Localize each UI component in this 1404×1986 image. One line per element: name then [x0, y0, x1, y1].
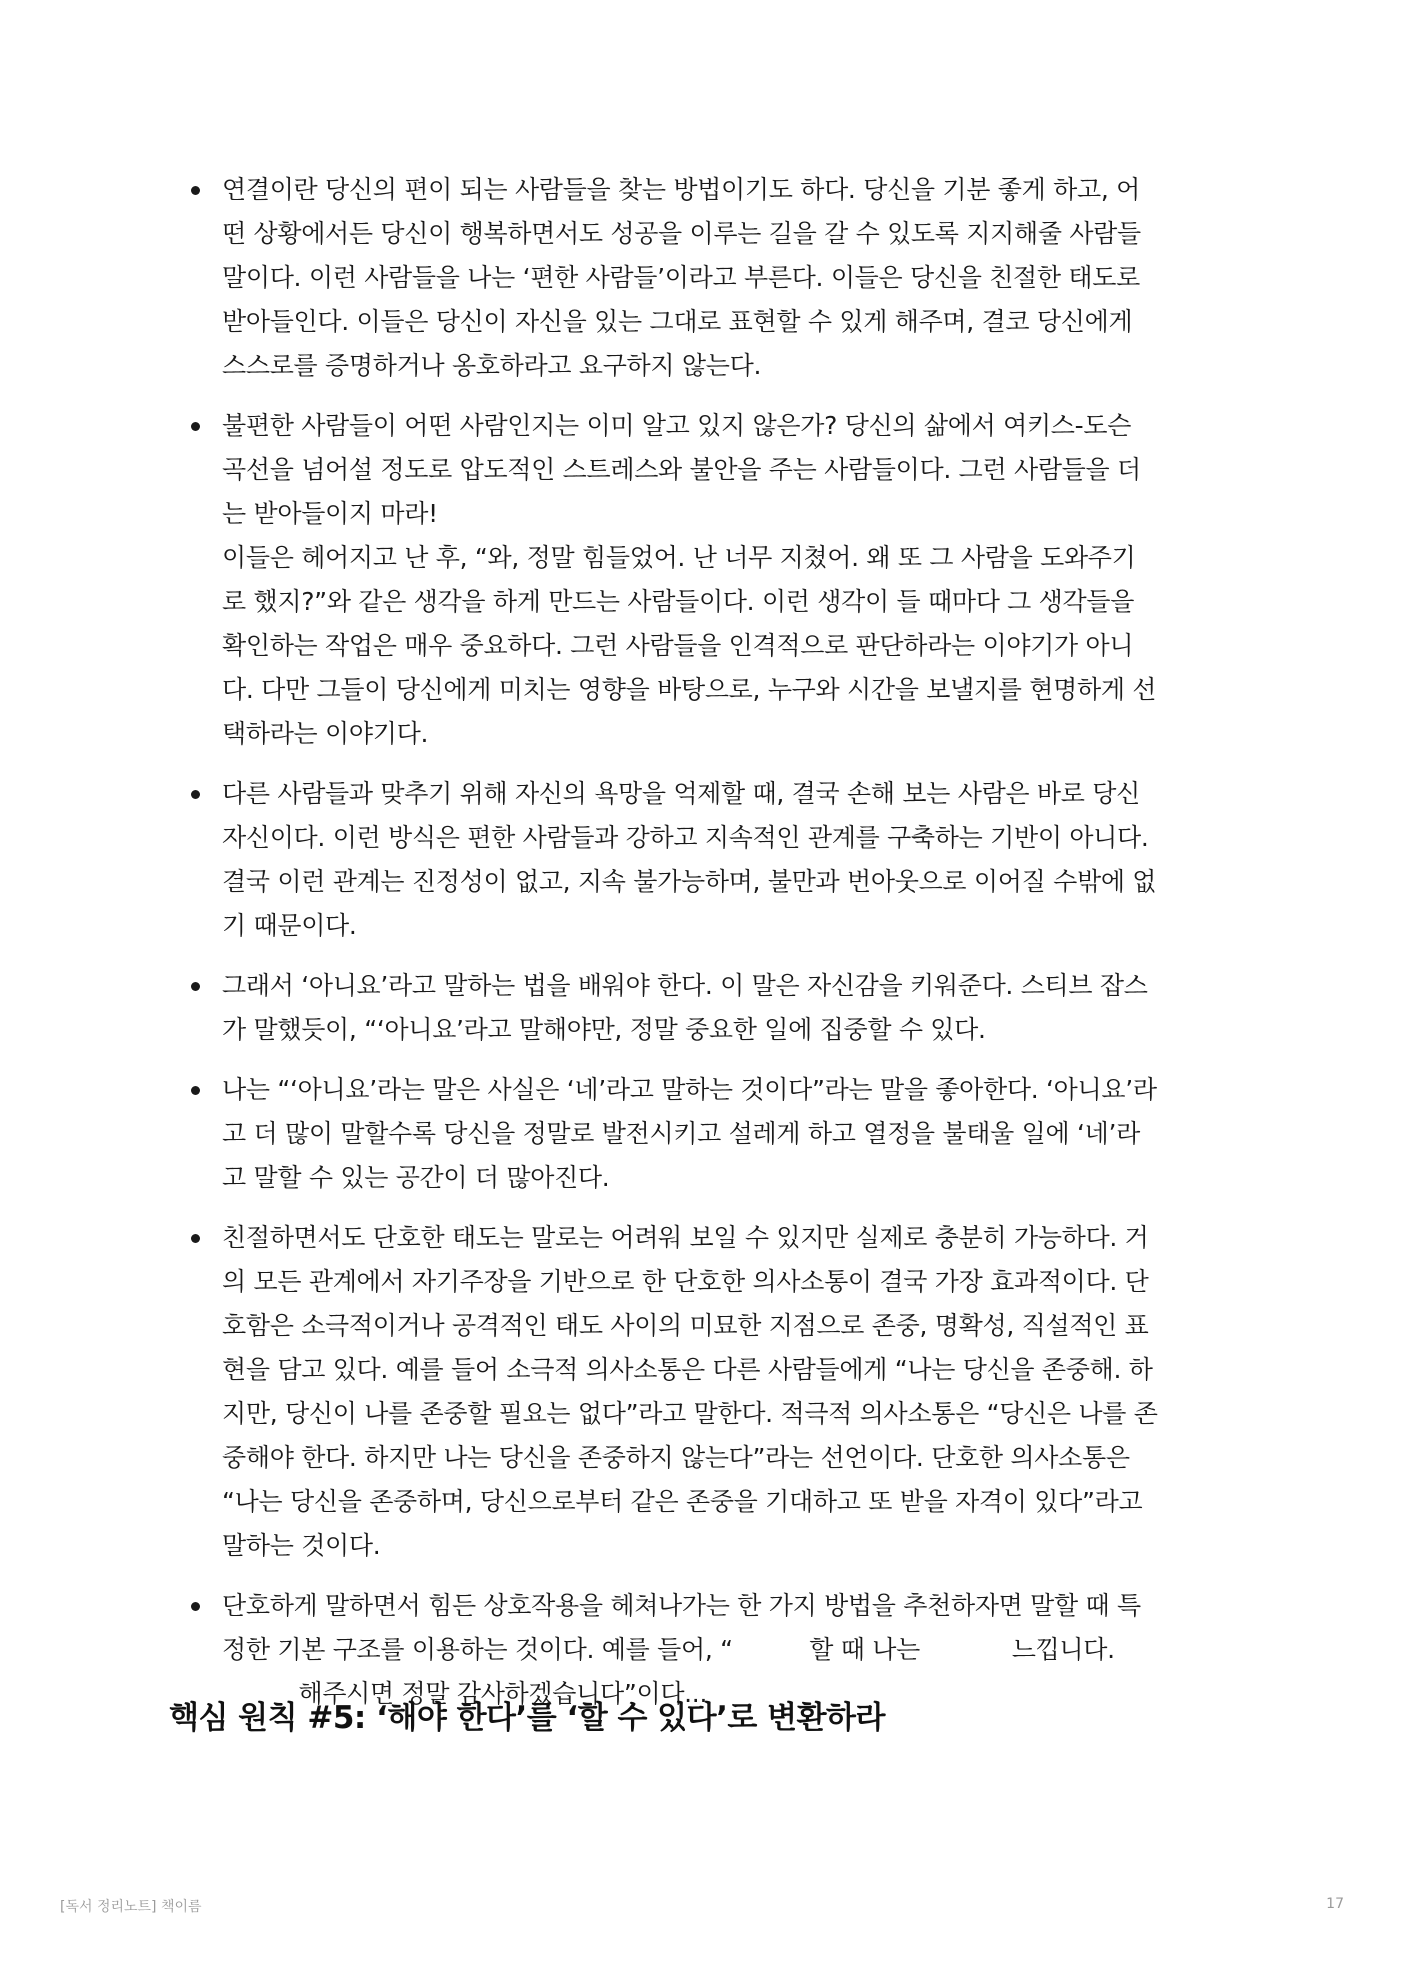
text-line: 이들은 헤어지고 난 후, “와, 정말 힘들었어. 난 너무 지쳤어. 왜 또 그 사람을 도와주기: [222, 543, 1136, 572]
list-item: [222, 964, 1242, 1052]
text-line: 는 받아들이지 마라!: [222, 499, 438, 528]
list-item: [222, 1068, 1242, 1200]
text-line: 기 때문이다.: [222, 911, 357, 940]
text-line: 가 말했듯이, “‘아니요’라고 말해야만, 정말 중요한 일에 집중할 수 있다.: [222, 1015, 986, 1044]
bullet-icon: [191, 422, 200, 431]
text-line: 불편한 사람들이 어떤 사람인지는 이미 알고 있지 않은가? 당신의 삶에서 여키스-도슨: [222, 411, 1132, 440]
bullet-icon: [191, 1234, 200, 1243]
bullet-icon: [191, 1086, 200, 1095]
text-line: 받아들인다. 이들은 당신이 자신을 있는 그대로 표현할 수 있게 해주며, 결코 당신에게: [222, 307, 1133, 336]
bullet-list: [0, 168, 1404, 1716]
bullet-icon: [191, 186, 200, 195]
text-line: 고 말할 수 있는 공간이 더 많아진다.: [222, 1163, 610, 1192]
page-number: 17: [1326, 1896, 1344, 1912]
footer-book-title: [독서 정리노트] 책이름: [60, 1899, 202, 1915]
text-line: 스스로를 증명하거나 옹호하라고 요구하지 않는다.: [222, 351, 762, 380]
text-line: 중해야 한다. 하지만 나는 당신을 존중하지 않는다”라는 선언이다. 단호한 의사소통은: [222, 1443, 1130, 1472]
text-line: 다. 다만 그들이 당신에게 미치는 영향을 바탕으로, 누구와 시간을 보낼지를 현명하게 선: [222, 675, 1157, 704]
text-line: 정한 기본 구조를 이용하는 것이다. 예를 들어, “ 할 때 나는 느낍니다.: [222, 1635, 1115, 1664]
list-item: [222, 772, 1242, 948]
text-line: “나는 당신을 존중하며, 당신으로부터 같은 존중을 기대하고 또 받을 자격이 있다”라고: [222, 1487, 1143, 1516]
text-line: 단호하게 말하면서 힘든 상호작용을 헤쳐나가는 한 가지 방법을 추천하자면 말할 때 특: [222, 1591, 1141, 1620]
text-line: 떤 상황에서든 당신이 행복하면서도 성공을 이루는 길을 갈 수 있도록 지지해줄 사람들: [222, 219, 1141, 248]
bullet-icon: [191, 982, 200, 991]
text-line: 말이다. 이런 사람들을 나는 ‘편한 사람들’이라고 부른다. 이들은 당신을 친절한 태도로: [222, 263, 1140, 292]
text-line: 연결이란 당신의 편이 되는 사람들을 찾는 방법이기도 하다. 당신을 기분 좋게 하고, 어: [222, 175, 1140, 204]
bullet-icon: [191, 1602, 200, 1611]
text-line: 해주시면 정말 감사하겠습니다”이다...: [222, 1679, 708, 1708]
text-line: 말하는 것이다.: [222, 1531, 381, 1560]
text-line: 현을 담고 있다. 예를 들어 소극적 의사소통은 다른 사람들에게 “나는 당신을 존중해. 하: [222, 1355, 1153, 1384]
text-line: 택하라는 이야기다.: [222, 719, 429, 748]
text-line: 친절하면서도 단호한 태도는 말로는 어려워 보일 수 있지만 실제로 충분히 가능하다. 거: [222, 1223, 1149, 1252]
text-line: 결국 이런 관계는 진정성이 없고, 지속 불가능하며, 불만과 번아웃으로 이어질 수밖에 없: [222, 867, 1157, 896]
text-line: 로 했지?”와 같은 생각을 하게 만드는 사람들이다. 이런 생각이 들 때마다 그 생각들을: [222, 587, 1135, 616]
text-line: 나는 “‘아니요’라는 말은 사실은 ‘네’라고 말하는 것이다”라는 말을 좋아한다. ‘아니요’라: [222, 1075, 1157, 1104]
text-line: 다른 사람들과 맞추기 위해 자신의 욕망을 억제할 때, 결국 손해 보는 사람은 바로 당신: [222, 779, 1140, 808]
list-item: [222, 404, 1242, 756]
document-body: [0, 168, 1404, 1732]
bullet-icon: [191, 790, 200, 799]
text-line: 자신이다. 이런 방식은 편한 사람들과 강하고 지속적인 관계를 구축하는 기반이 아니다.: [222, 823, 1149, 852]
text-line: 곡선을 넘어설 정도로 압도적인 스트레스와 불안을 주는 사람들이다. 그런 사람들을 더: [222, 455, 1141, 484]
text-line: 호함은 소극적이거나 공격적인 태도 사이의 미묘한 지점으로 존중, 명확성, 직설적인 표: [222, 1311, 1149, 1340]
text-line: 고 더 많이 말할수록 당신을 정말로 발전시키고 설레게 하고 열정을 불태울 일에 ‘네’라: [222, 1119, 1140, 1148]
list-item: [222, 168, 1242, 388]
section-heading: 핵심 원칙 #5: ‘해야 한다’를 ‘할 수 있다’로 변환하라: [169, 1700, 885, 1736]
text-line: 그래서 ‘아니요’라고 말하는 법을 배워야 한다. 이 말은 자신감을 키워준다. 스티브 잡스: [222, 971, 1148, 1000]
text-line: 지만, 당신이 나를 존중할 필요는 없다”라고 말한다. 적극적 의사소통은 “당신은 나를 존: [222, 1399, 1158, 1428]
list-item: [222, 1216, 1242, 1568]
text-line: 확인하는 작업은 매우 중요하다. 그런 사람들을 인격적으로 판단하라는 이야기가 아니: [222, 631, 1134, 660]
text-line: 의 모든 관계에서 자기주장을 기반으로 한 단호한 의사소통이 결국 가장 효과적이다. 단: [222, 1267, 1149, 1296]
